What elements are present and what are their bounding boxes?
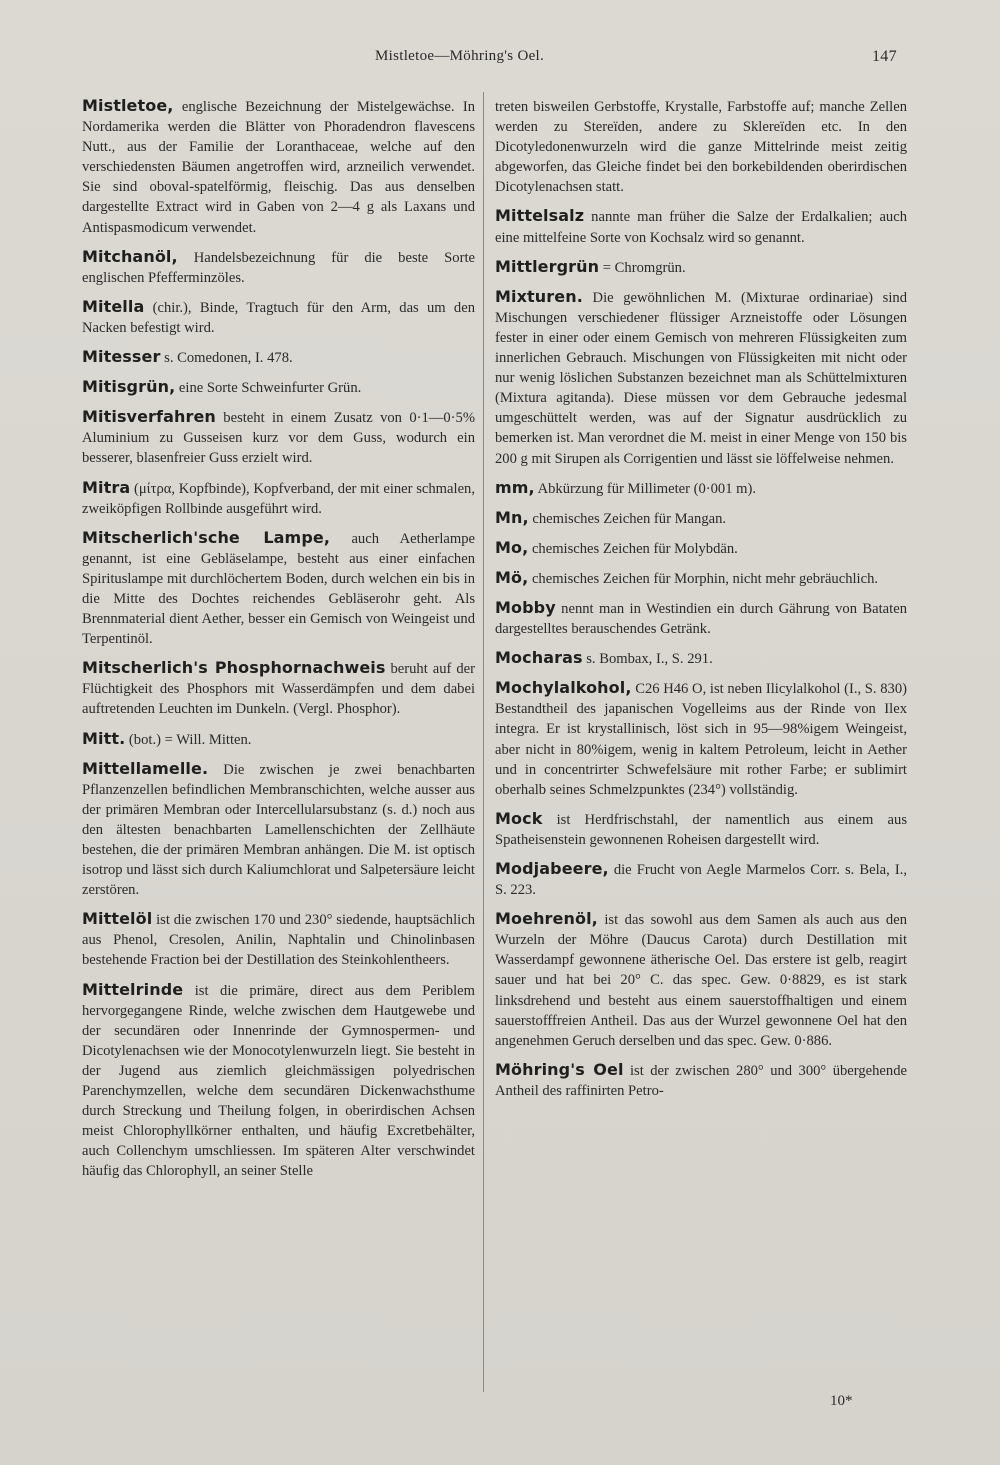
headword: Mittellamelle.	[82, 758, 209, 778]
headword: Mitscherlich'sche Lampe,	[82, 527, 330, 547]
headword: mm,	[495, 477, 535, 497]
entry-text: englische Bezeichnung der Mistelgewächse. In Nordamerika werden die Blätter von Phoradendron flavescens Nutt., aus der Familie der Loranthaceae, welche auf den verschiedensten Bäumen angetroffen wird, arzneilich verwendet. Sie sind oboval-spatelförmig, fleischig. Das aus denselben dargestellte Extract wird in Gaben von 2—4 g als Laxans und Antispasmodicum verwendet.	[82, 99, 475, 236]
entry-mitra	[82, 478, 475, 519]
entry-continuation	[495, 96, 907, 197]
headword: Mittelsalz	[495, 206, 585, 226]
column-divider	[483, 92, 484, 1392]
headword: Mobby	[495, 597, 556, 617]
entry-text: = Chromgrün.	[599, 259, 686, 276]
entry-mitesser	[82, 347, 475, 368]
entry-mo	[495, 538, 907, 559]
entry-text: C26 H46 O, ist neben Ilicylalkohol (I., S. 830) Bestandtheil des japanischen Vogelleims aus der Rinde von Ilex integra. Er ist krystallinisch, löst sich in 95—98%igem Weingeist, aber nicht in 80%igem, wenig in kaltem Petroleum, leicht in Aether und in concentrirter Schwefelsäure mit rother Farbe; er sublimirt oberhalb seines Schmelzpunktes (234°) vollständig.	[495, 681, 907, 798]
entry-text: ist der zwischen 280° und 300° übergehende Antheil des raffinirten Petro-	[495, 1062, 907, 1099]
running-head	[0, 48, 1000, 72]
entry-mitchanoel	[82, 247, 475, 288]
headword: Mittelrinde	[82, 979, 184, 999]
entry-text: eine Sorte Schweinfurter Grün.	[175, 380, 362, 397]
headword: Mn,	[495, 507, 529, 527]
left-column	[82, 96, 475, 1191]
entry-mittelsalz	[495, 206, 907, 247]
entry-mochylalkohol	[495, 678, 907, 800]
headword: Mock	[495, 808, 543, 828]
entry-text: treten bisweilen Gerbstoffe, Krystalle, Farbstoffe auf; manche Zellen werden zu Stereïden, andere zu Sklereïden etc. In den Dicotyledonenwurzeln wird die ganze Mittelrinde meist zeitig abgeworfen, das Gleiche findet bei den borkebildenden oberirdischen Dicotylenachsen statt.	[495, 99, 907, 196]
headword: Modjabeere,	[495, 859, 609, 878]
entry-text: beruht auf der Flüchtigkeit des Phosphors mit Wasserdämpfen und dem dabei auftretenden Leuchten im Dunkeln. (Vergl. Phosphor).	[82, 661, 475, 718]
entry-text: ist die zwischen 170 und 230° siedende, hauptsächlich aus Phenol, Cresolen, Anilin, Naphtalin und Chinolinbasen bestehende Fraction bei der Destillation des Steinkohlentheers.	[82, 912, 475, 969]
entry-text: chemisches Zeichen für Molybdän.	[528, 540, 738, 557]
entry-text: chemisches Zeichen für Mangan.	[528, 510, 727, 527]
entry-text: besteht in einem Zusatz von 0·1—0·5% Aluminium zu Gusseisen kurz vor dem Guss, wodurch ein besserer, blasenfreier Guss erzielt wird.	[82, 410, 475, 467]
entry-text: Handelsbezeichnung für die beste Sorte englischen Pfefferminzöles.	[82, 249, 475, 286]
entry-text: ist die primäre, direct aus dem Periblem hervorgegangene Rinde, welche zwischen dem Hautgewebe und der secundären oder Innenrinde der Gymnospermen- und Dicotylenachsen wie der Monocotylenwurzeln liegt. Sie besteht in der Jugend aus ziemlich gleichmässigen polyedrischen Parenchymzellen, welche dem secundären Dickenwachsthume durch Streckung und Theilung folgen, in oberirdischen Achsen meist Chlorophyllkörner enthalten, und häufig Excretbehälter, auch Collenchym umschliessen. Im späteren Alter verschwindet häufig das Chlorophyll, an seiner Stelle	[82, 982, 475, 1180]
running-head-title: Mistletoe—Möhring's Oel.	[375, 48, 545, 64]
headword: Mocharas	[495, 648, 583, 668]
headword: Mö,	[495, 567, 529, 587]
entry-text: chemisches Zeichen für Morphin, nicht mehr gebräuchlich.	[528, 570, 879, 587]
entry-mistletoe	[82, 96, 475, 238]
headword: Mitra	[82, 477, 131, 497]
headword: Mixturen.	[495, 286, 583, 306]
entry-modjabeere	[495, 859, 907, 900]
entry-mock	[495, 809, 907, 850]
headword: Mitesser	[82, 347, 161, 367]
entry-mo-morphin	[495, 568, 907, 589]
entry-mixturen	[495, 287, 907, 469]
entry-text: auch Aetherlampe genannt, ist eine Gebläselampe, besteht aus einer einfachen Spirituslampe mit durchlöchertem Boden, durch welchen ein bis in die Mitte des Dochtes reichendes Gebläserohr geht. Als Brennmaterial dient Aether, besser ein Gemisch von Weingeist und Terpentinöl.	[82, 530, 475, 648]
entry-mitteloel	[82, 909, 475, 970]
headword: Mittlergrün	[495, 256, 600, 276]
entry-text: ist Herdfrischstahl, der namentlich aus einem aus Spatheisenstein gewonnenen Roheisen dargestellt wird.	[495, 811, 907, 848]
headword: Mo,	[495, 537, 529, 557]
headword: Möhring's Oel	[495, 1059, 624, 1079]
entry-text: Die zwischen je zwei benachbarten Pflanzenzellen befindlichen Membranschichten, welche ausser aus der primären Membran oder Intercellularsubstanz (s. d.) noch aus den ältesten benachbarten Lamellenschichten der Zellhäute bestehen, die der primären Membran anhängen. Die M. ist optisch isotrop und lässt sich durch Kaliumchlorat und Salpetersäure leicht zerstören.	[82, 761, 475, 899]
headword: Mitchanöl,	[82, 246, 178, 266]
entry-mittelrinde	[82, 980, 475, 1182]
right-column	[495, 96, 907, 1110]
entry-text: Die gewöhnlichen M. (Mixturae ordinariae) sind Mischungen verschiedener flüssiger Arzneistoffe oder Lösungen fester in einer oder einem Gemisch von mehreren Flüssigkeiten zum innerlichen Gebrauch. Mischungen von Flüssigkeiten mit nicht oder nur wenig löslichen Substanzen bezeichnet man als Schüttelmixturen (Mixtura agitanda). Diese müssen vor dem Gebrauche jedesmal umgeschüttelt werden, was auf der Signatur ausdrücklich zu bemerken ist. Man verordnet die M. meist in einer Menge von 150 bis 200 g mit Sirupen als Corrigentien und lässt sie löffelweise nehmen.	[495, 289, 907, 467]
entry-mm	[495, 478, 907, 499]
entry-mitscherlich-phosphor	[82, 658, 475, 719]
page-number: 147	[872, 48, 897, 65]
entry-moehrings-oel	[495, 1060, 907, 1101]
entry-text: s. Bombax, I., S. 291.	[582, 651, 713, 668]
entry-mitt	[82, 729, 475, 750]
signature-mark: 10*	[830, 1393, 853, 1409]
entry-text: (chir.), Binde, Tragtuch für den Arm, das um den Nacken befestigt wird.	[82, 299, 475, 336]
headword: Mochylalkohol,	[495, 678, 632, 698]
entry-mitscherlich-lampe	[82, 528, 475, 650]
entry-text: Abkürzung für Millimeter (0·001 m).	[534, 480, 757, 497]
entry-text: (μίτρα, Kopfbinde), Kopfverband, der mit einer schmalen, zweiköpfigen Rollbinde ausgeführt wird.	[82, 480, 475, 517]
headword: Mitisgrün,	[82, 377, 176, 397]
headword: Mittelöl	[82, 909, 153, 929]
entry-mobby	[495, 598, 907, 639]
headword: Mistletoe,	[82, 96, 174, 115]
entry-mitella	[82, 297, 475, 338]
entry-mn	[495, 508, 907, 529]
entry-text: ist das sowohl aus dem Samen als auch aus den Wurzeln der Möhre (Daucus Carota) durch Destillation mit Wasserdampf gewonnene ätherische Oel. Das erstere ist gelb, reagirt sauer und hat bei 20° C. das spec. Gew. 0·8829, es ist stark linksdrehend und besteht aus einem sauerstoffhaltigen und einem sauerstofffreien Antheil. Das aus der Wurzel gewonnene Oel hat den angenehmen Geruch derselben und das spec. Gew. 0·886.	[495, 912, 907, 1049]
entry-mittlergruen	[495, 257, 907, 278]
headword: Mitisverfahren	[82, 407, 216, 427]
entry-mocharas	[495, 648, 907, 669]
entry-text: nennt man in Westindien ein durch Gährung von Bataten dargestelltes berauschendes Getränk.	[495, 600, 907, 638]
entry-moehrenoel	[495, 909, 907, 1051]
entry-mitisverfahren	[82, 407, 475, 468]
headword: Mitt.	[82, 728, 126, 748]
headword: Mitella	[82, 296, 145, 316]
headword: Moehrenöl,	[495, 909, 598, 929]
entry-mittellamelle	[82, 759, 475, 901]
entry-text: nannte man früher die Salze der Erdalkalien; auch eine mittelfeine Sorte von Kochsalz wird so genannt.	[495, 209, 907, 246]
headword: Mitscherlich's Phosphornachweis	[82, 658, 386, 678]
entry-text: (bot.) = Will. Mitten.	[125, 731, 252, 748]
entry-text: s. Comedonen, I. 478.	[160, 350, 293, 367]
entry-mitisgruen	[82, 377, 475, 398]
entry-text: die Frucht von Aegle Marmelos Corr. s. Bela, I., S. 223.	[495, 862, 907, 899]
